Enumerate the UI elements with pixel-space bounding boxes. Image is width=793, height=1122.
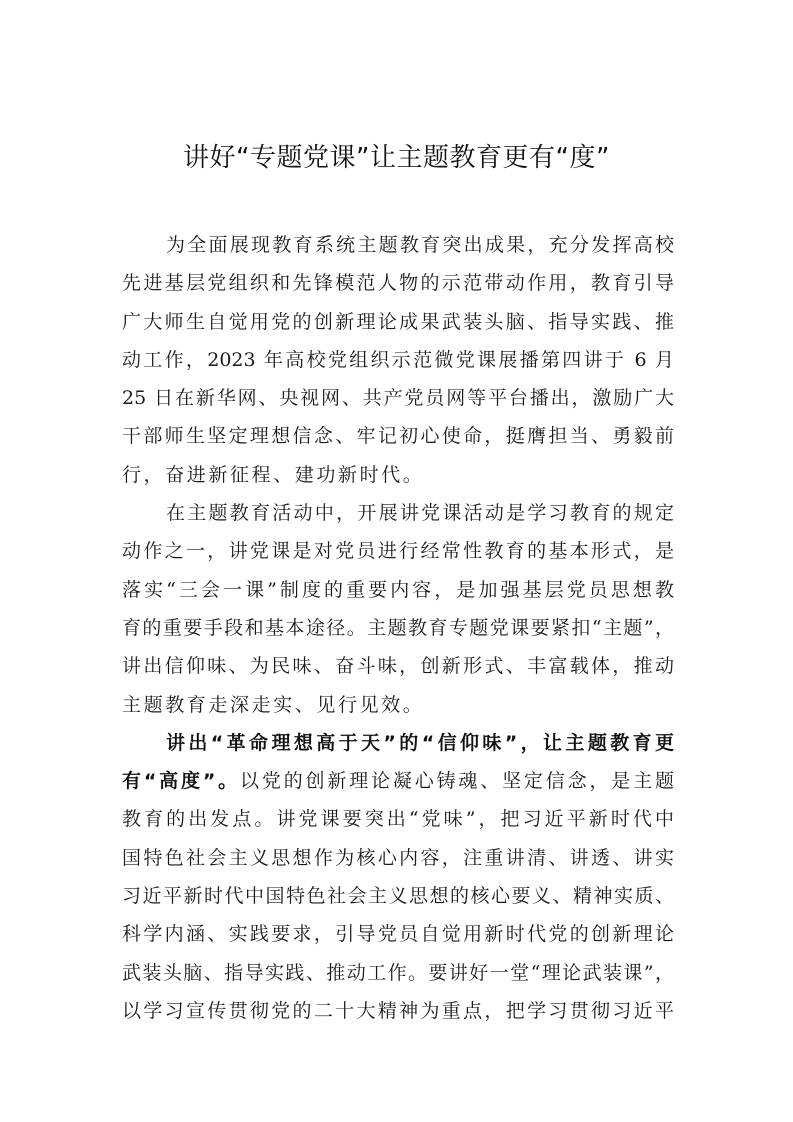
text-line: 行，奋进新征程、建功新时代。 [122, 463, 425, 486]
text-line: 以学习宣传贯彻党的二十大精神为重点，把学习贯彻习近平 [122, 999, 674, 1022]
text-line: 教育的出发点。讲党课要突出“党味”，把习近平新时代中 [122, 808, 674, 831]
text-line: 科学内涵、实践要求，引导党员自觉用新时代党的创新理论 [122, 923, 674, 946]
text-line: 动作之一，讲党课是对党员进行经常性教育的基本形式，是 [122, 540, 674, 563]
text-span: 以党的创新理论凝心铸魂、坚定信念，是主题 [240, 770, 674, 793]
text-line: 在主题教育活动中，开展讲党课活动是学习教育的规定 [166, 502, 674, 525]
text-line: 武装头脑、指导实践、推动工作。要讲好一堂“理论武装课”， [122, 961, 674, 984]
text-line: 国特色社会主义思想作为核心内容，注重讲清、讲透、讲实 [122, 846, 674, 869]
text-line: 先进基层党组织和先锋模范人物的示范带动作用，教育引导 [122, 272, 674, 295]
bold-lead-sentence: 讲出“革命理想高于天”的“信仰味”，让主题教育更 [166, 731, 674, 754]
text-line: 讲出信仰味、为民味、奋斗味，创新形式、丰富载体，推动 [122, 655, 674, 678]
text-line: 落实“三会一课”制度的重要内容，是加强基层党员思想教 [122, 578, 674, 601]
text-line: 25 日在新华网、央视网、共产党员网等平台播出，激励广大 [122, 387, 674, 410]
text-line: 习近平新时代中国特色社会主义思想的核心要义、精神实质、 [122, 885, 674, 908]
paragraph-1 [122, 226, 674, 494]
text-line: 主题教育走深走实、见行见效。 [122, 693, 425, 716]
text-line: 干部师生坚定理想信念、牢记初心使命，挺膺担当、勇毅前 [122, 425, 674, 448]
text-line: 育的重要手段和基本途径。主题教育专题党课要紧扣“主题”， [122, 616, 674, 639]
bold-lead-sentence-end: 有“高度”。 [122, 770, 241, 793]
text-line: 为全面展现教育系统主题教育突出成果，充分发挥高校 [166, 234, 674, 256]
paragraph-2 [122, 494, 674, 724]
text-line: 广大师生自觉用党的创新理论成果武装头脑、指导实践、推 [122, 310, 674, 333]
document-body [122, 226, 674, 1030]
text-line [122, 762, 674, 800]
document-title: 讲好“专题党课”让主题教育更有“度” [183, 143, 610, 173]
text-line: 动工作，2023 年高校党组织示范微党课展播第四讲于 6 月 [122, 348, 674, 371]
paragraph-3 [122, 724, 674, 1030]
